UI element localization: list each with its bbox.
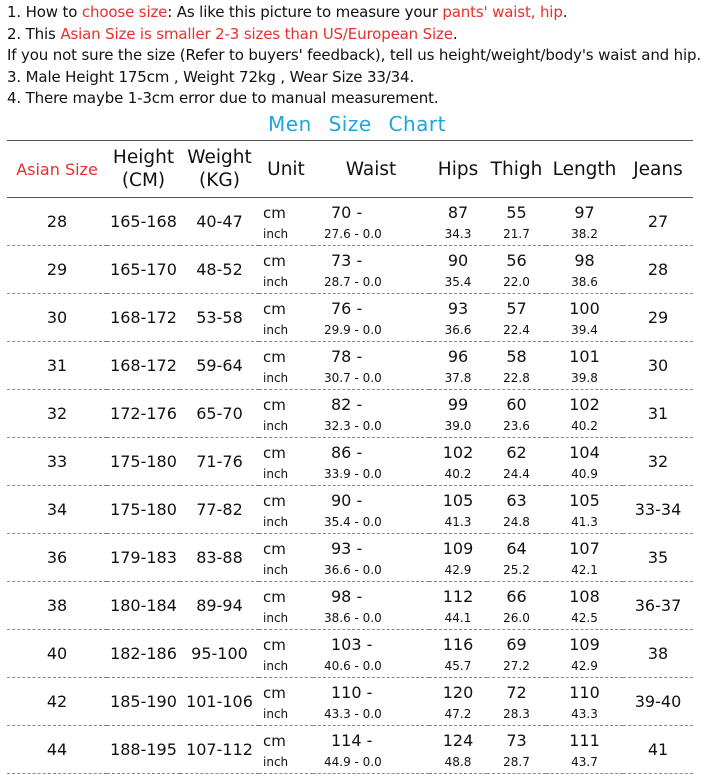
cell-waist [313, 294, 429, 342]
cell-height: 182-186 [110, 644, 177, 663]
note-line [7, 24, 713, 46]
thigh-cm: 72 [506, 682, 527, 702]
header-height-unit: (CM) [121, 170, 166, 191]
hips-cm: 96 [447, 346, 469, 366]
cell-thigh [487, 534, 546, 582]
unit-inch-label: inch [263, 226, 289, 241]
cell-length [546, 582, 623, 630]
thigh-inch: 22.8 [503, 370, 530, 385]
cell-length [546, 198, 623, 246]
unit-inch-label: inch [263, 322, 289, 337]
cell-length [546, 630, 623, 678]
unit-cm-label: cm [263, 395, 286, 414]
cell-weight: 71-76 [196, 452, 243, 471]
waist-cm: 114 - [331, 730, 373, 750]
hips-inch: 47.2 [444, 706, 472, 721]
unit-inch-label: inch [263, 514, 289, 529]
table-row [7, 630, 693, 678]
thigh-inch: 22.4 [503, 322, 530, 337]
cell-jeans: 29 [647, 308, 669, 327]
waist-inch: 27.6 - 0.0 [324, 226, 382, 241]
cell-hips [429, 486, 487, 534]
waist-cm: 98 - [331, 586, 363, 606]
unit-cm-label: cm [263, 203, 286, 222]
unit-cm-label: cm [263, 539, 286, 558]
thigh-cm: 55 [506, 202, 527, 222]
unit-inch-label: inch [263, 610, 289, 625]
hips-inch: 35.4 [444, 274, 472, 289]
thigh-cm: 66 [506, 586, 527, 606]
thigh-cm: 63 [506, 490, 527, 510]
table-row [7, 246, 693, 294]
hips-inch: 42.9 [444, 562, 472, 577]
waist-inch: 35.4 - 0.0 [324, 514, 382, 529]
cell-asian-size: 30 [46, 308, 68, 327]
cell-jeans: 41 [647, 740, 669, 759]
hips-cm: 112 [442, 586, 474, 606]
length-inch: 40.2 [571, 418, 598, 433]
waist-cm: 90 - [331, 490, 363, 510]
unit-cm-label: cm [263, 299, 286, 318]
cell-height: 175-180 [110, 500, 177, 519]
note-line [7, 2, 713, 24]
chart-title: Men Size Chart [268, 112, 446, 136]
cell-thigh [487, 246, 546, 294]
note-text: If you not sure the size (Refer to buyers' feedback), tell us height/weight/body's waist and hip. [7, 46, 702, 64]
cell-hips [429, 630, 487, 678]
hips-cm: 109 [442, 538, 474, 558]
cell-hips [429, 246, 487, 294]
thigh-inch: 23.6 [503, 418, 530, 433]
thigh-inch: 28.7 [503, 754, 530, 769]
note-text: : As like this picture to measure your [167, 3, 443, 21]
cell-length [546, 726, 623, 774]
cell-weight: 40-47 [196, 212, 243, 231]
cell-unit [259, 726, 313, 774]
cell-length [546, 342, 623, 390]
table-row [7, 534, 693, 582]
waist-cm: 93 - [331, 538, 363, 558]
length-cm: 101 [569, 346, 600, 366]
cell-weight: 83-88 [196, 548, 243, 567]
cell-jeans: 36-37 [634, 596, 682, 615]
table-row [7, 486, 693, 534]
waist-cm: 76 - [331, 298, 363, 318]
cell-weight: 48-52 [196, 260, 243, 279]
unit-inch-label: inch [263, 274, 289, 289]
header-hips: Hips [429, 141, 487, 198]
table-row [7, 582, 693, 630]
cell-thigh [487, 726, 546, 774]
length-cm: 100 [569, 298, 600, 318]
cell-thigh [487, 630, 546, 678]
thigh-cm: 62 [506, 442, 527, 462]
waist-inch: 44.9 - 0.0 [324, 754, 382, 769]
cell-length [546, 294, 623, 342]
hips-inch: 36.6 [444, 322, 472, 337]
note-text: 3. Male Height 175cm , Weight 72kg , Wear Size 33/34. [7, 67, 415, 86]
cell-unit [259, 390, 313, 438]
length-inch: 41.3 [571, 514, 598, 529]
header-weight [180, 141, 259, 198]
note-highlight: Asian Size is smaller 2-3 sizes than US/European Size [60, 24, 453, 43]
cell-weight: 65-70 [196, 404, 243, 423]
unit-cm-label: cm [263, 443, 286, 462]
cell-height: 175-180 [110, 452, 177, 471]
cell-asian-size: 40 [46, 644, 68, 663]
table-row [7, 678, 693, 726]
unit-cm-label: cm [263, 347, 286, 366]
note-text: 2. This [7, 24, 61, 43]
cell-thigh [487, 390, 546, 438]
thigh-cm: 60 [506, 394, 527, 414]
note-text: 4. There maybe 1-3cm error due to manual measurement. [7, 89, 439, 107]
thigh-inch: 24.4 [503, 466, 530, 481]
cell-weight: 77-82 [196, 500, 243, 519]
table-row [7, 390, 693, 438]
cell-hips [429, 582, 487, 630]
cell-asian-size: 28 [46, 212, 68, 231]
waist-inch: 43.3 - 0.0 [324, 706, 382, 721]
thigh-inch: 22.0 [503, 274, 530, 289]
cell-asian-size: 33 [46, 452, 68, 471]
waist-cm: 73 - [331, 250, 363, 270]
cell-asian-size: 44 [46, 740, 68, 759]
cell-weight: 95-100 [191, 644, 248, 663]
cell-jeans: 39-40 [634, 692, 682, 711]
length-inch: 42.5 [571, 610, 598, 625]
cell-height: 172-176 [110, 404, 177, 423]
cell-asian-size: 31 [46, 356, 68, 375]
hips-inch: 34.3 [444, 226, 472, 241]
cell-hips [429, 390, 487, 438]
cell-asian-size: 38 [46, 596, 68, 615]
cell-thigh [487, 294, 546, 342]
hips-inch: 40.2 [444, 466, 472, 481]
hips-cm: 87 [447, 202, 469, 222]
waist-cm: 70 - [331, 202, 363, 222]
waist-inch: 32.3 - 0.0 [324, 418, 382, 433]
note-line [7, 67, 713, 89]
cell-length [546, 390, 623, 438]
thigh-cm: 57 [506, 298, 527, 318]
thigh-cm: 73 [506, 730, 527, 750]
length-inch: 38.2 [571, 226, 598, 241]
hips-cm: 99 [447, 394, 469, 414]
cell-length [546, 534, 623, 582]
cell-waist [313, 198, 429, 246]
cell-jeans: 30 [647, 356, 669, 375]
cell-height: 180-184 [110, 596, 177, 615]
thigh-inch: 21.7 [503, 226, 530, 241]
cell-jeans: 31 [647, 404, 669, 423]
length-inch: 42.1 [571, 562, 598, 577]
thigh-inch: 28.3 [503, 706, 530, 721]
cell-weight: 53-58 [196, 308, 243, 327]
cell-unit [259, 342, 313, 390]
length-inch: 42.9 [571, 658, 598, 673]
cell-unit [259, 534, 313, 582]
cell-hips [429, 534, 487, 582]
header-unit: Unit [259, 141, 313, 198]
cell-thigh [487, 678, 546, 726]
waist-cm: 103 - [331, 634, 373, 654]
length-inch: 39.8 [571, 370, 598, 385]
hips-cm: 105 [442, 490, 474, 510]
cell-height: 168-172 [110, 356, 177, 375]
cell-thigh [487, 198, 546, 246]
unit-inch-label: inch [263, 706, 289, 721]
cell-weight: 101-106 [186, 692, 253, 711]
thigh-inch: 24.8 [503, 514, 530, 529]
cell-waist [313, 342, 429, 390]
header-waist: Waist [313, 141, 429, 198]
waist-cm: 110 - [331, 682, 373, 702]
length-inch: 43.3 [571, 706, 598, 721]
header-height [107, 141, 180, 198]
cell-height: 188-195 [110, 740, 177, 759]
length-cm: 110 [569, 682, 600, 702]
table-row [7, 726, 693, 774]
length-cm: 102 [569, 394, 600, 414]
length-inch: 39.4 [571, 322, 598, 337]
length-cm: 105 [569, 490, 600, 510]
hips-cm: 116 [442, 634, 474, 654]
waist-cm: 78 - [331, 346, 363, 366]
unit-cm-label: cm [263, 491, 286, 510]
length-cm: 107 [569, 538, 600, 558]
header-jeans: Jeans [623, 141, 693, 198]
cell-thigh [487, 582, 546, 630]
unit-cm-label: cm [263, 731, 286, 750]
cell-waist [313, 486, 429, 534]
table-header-row [7, 141, 693, 198]
cell-jeans: 27 [647, 212, 669, 231]
hips-cm: 124 [442, 730, 474, 750]
unit-inch-label: inch [263, 562, 289, 577]
cell-asian-size: 29 [46, 260, 68, 279]
cell-thigh [487, 486, 546, 534]
hips-inch: 41.3 [444, 514, 472, 529]
thigh-cm: 69 [506, 634, 527, 654]
thigh-inch: 26.0 [503, 610, 530, 625]
cell-asian-size: 36 [46, 548, 68, 567]
hips-cm: 102 [442, 442, 474, 462]
thigh-cm: 58 [506, 346, 527, 366]
waist-inch: 30.7 - 0.0 [324, 370, 382, 385]
cell-unit [259, 630, 313, 678]
length-inch: 38.6 [571, 274, 598, 289]
note-highlight: choose size [81, 3, 168, 21]
cell-unit [259, 198, 313, 246]
cell-waist [313, 534, 429, 582]
cell-height: 168-172 [110, 308, 177, 327]
cell-waist [313, 390, 429, 438]
table-row [7, 342, 693, 390]
cell-thigh [487, 438, 546, 486]
length-cm: 109 [569, 634, 600, 654]
note-text: . [452, 24, 458, 43]
cell-jeans: 28 [647, 260, 669, 279]
length-cm: 108 [569, 586, 600, 606]
length-inch: 43.7 [571, 754, 598, 769]
waist-inch: 33.9 - 0.0 [324, 466, 382, 481]
hips-inch: 45.7 [444, 658, 472, 673]
header-length: Length [546, 141, 623, 198]
unit-inch-label: inch [263, 370, 289, 385]
cell-weight: 89-94 [196, 596, 243, 615]
unit-cm-label: cm [263, 635, 286, 654]
unit-cm-label: cm [263, 587, 286, 606]
cell-waist [313, 726, 429, 774]
hips-inch: 39.0 [444, 418, 472, 433]
cell-unit [259, 678, 313, 726]
cell-waist [313, 438, 429, 486]
waist-inch: 40.6 - 0.0 [324, 658, 382, 673]
length-cm: 97 [574, 202, 595, 222]
thigh-cm: 56 [506, 250, 527, 270]
unit-inch-label: inch [263, 466, 289, 481]
cell-waist [313, 246, 429, 294]
cell-unit [259, 582, 313, 630]
cell-asian-size: 32 [46, 404, 68, 423]
cell-hips [429, 726, 487, 774]
instructions [7, 2, 713, 110]
cell-hips [429, 438, 487, 486]
cell-length [546, 438, 623, 486]
cell-waist [313, 582, 429, 630]
hips-cm: 90 [447, 250, 469, 270]
cell-unit [259, 438, 313, 486]
note-line [7, 88, 713, 110]
table-row [7, 294, 693, 342]
hips-cm: 120 [442, 682, 474, 702]
cell-length [546, 678, 623, 726]
hips-inch: 37.8 [444, 370, 472, 385]
hips-inch: 48.8 [444, 754, 472, 769]
cell-jeans: 32 [647, 452, 669, 471]
cell-height: 179-183 [110, 548, 177, 567]
cell-hips [429, 342, 487, 390]
length-cm: 98 [574, 250, 595, 270]
note-highlight: pants' waist, hip [442, 3, 563, 21]
waist-inch: 29.9 - 0.0 [324, 322, 382, 337]
waist-cm: 82 - [331, 394, 363, 414]
table-row [7, 198, 693, 246]
cell-weight: 107-112 [186, 740, 253, 759]
unit-inch-label: inch [263, 658, 289, 673]
length-cm: 111 [569, 730, 600, 750]
hips-cm: 93 [447, 298, 469, 318]
cell-length [546, 486, 623, 534]
cell-weight: 59-64 [196, 356, 243, 375]
header-asian-size: Asian Size [7, 141, 107, 198]
cell-asian-size: 34 [46, 500, 68, 519]
cell-jeans: 38 [647, 644, 669, 663]
note-text: . [562, 3, 568, 21]
table-row [7, 438, 693, 486]
header-weight-unit: (KG) [199, 170, 240, 191]
waist-inch: 28.7 - 0.0 [324, 274, 382, 289]
cell-hips [429, 198, 487, 246]
unit-cm-label: cm [263, 683, 286, 702]
cell-jeans: 33-34 [634, 500, 682, 519]
unit-inch-label: inch [263, 418, 289, 433]
cell-hips [429, 678, 487, 726]
waist-cm: 86 - [331, 442, 363, 462]
length-inch: 40.9 [571, 466, 598, 481]
waist-inch: 36.6 - 0.0 [324, 562, 382, 577]
cell-height: 165-170 [110, 260, 177, 279]
cell-height: 165-168 [110, 212, 177, 231]
cell-unit [259, 294, 313, 342]
note-line [7, 45, 713, 67]
header-height-label: Height [112, 147, 175, 168]
cell-waist [313, 678, 429, 726]
cell-hips [429, 294, 487, 342]
thigh-cm: 64 [506, 538, 527, 558]
cell-unit [259, 246, 313, 294]
thigh-inch: 27.2 [503, 658, 530, 673]
cell-asian-size: 42 [46, 692, 68, 711]
cell-length [546, 246, 623, 294]
header-weight-label: Weight [187, 147, 252, 168]
cell-unit [259, 486, 313, 534]
cell-height: 185-190 [110, 692, 177, 711]
unit-cm-label: cm [263, 251, 286, 270]
waist-inch: 38.6 - 0.0 [324, 610, 382, 625]
header-thigh: Thigh [487, 141, 546, 198]
size-chart-table [7, 140, 693, 774]
cell-jeans: 35 [647, 548, 669, 567]
hips-inch: 44.1 [444, 610, 472, 625]
cell-thigh [487, 342, 546, 390]
length-cm: 104 [569, 442, 600, 462]
cell-waist [313, 630, 429, 678]
unit-inch-label: inch [263, 754, 289, 769]
note-text: 1. How to [7, 3, 82, 21]
thigh-inch: 25.2 [503, 562, 530, 577]
